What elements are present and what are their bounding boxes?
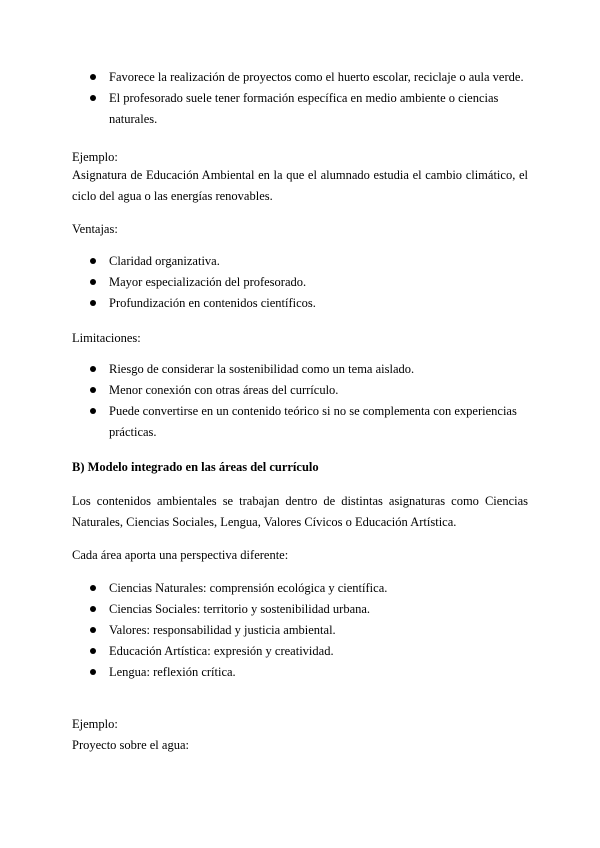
bullet-icon <box>90 627 96 633</box>
list-item <box>72 620 528 641</box>
bullet-icon <box>90 408 96 414</box>
list-item <box>72 641 528 662</box>
list-item-text: Lengua: reflexión crítica. <box>109 665 236 679</box>
bullet-icon <box>90 669 96 675</box>
list-item-text: Puede convertirse en un contenido teórico si no se complementa con experiencias prácticas. <box>109 404 517 439</box>
example-label: Ejemplo: <box>72 150 118 164</box>
bullet-icon <box>90 585 96 591</box>
list-item <box>72 67 528 88</box>
list-item <box>72 293 528 314</box>
example-text: Asignatura de Educación Ambiental en la que el alumnado estudia el cambio climático, el ciclo del agua o las energías renovables. <box>72 168 528 203</box>
list-item <box>72 88 528 130</box>
limitations-label: Limitaciones: <box>72 331 141 345</box>
list-item <box>72 662 528 683</box>
list-item-text: Riesgo de considerar la sostenibilidad como un tema aislado. <box>109 362 415 376</box>
list-item-text: Profundización en contenidos científicos. <box>109 296 316 310</box>
list-item-text: Menor conexión con otras áreas del currículo. <box>109 383 339 397</box>
bullet-icon <box>90 258 96 264</box>
list-item <box>72 380 528 401</box>
list-item <box>72 251 528 272</box>
list-item-text: Favorece la realización de proyectos como el huerto escolar, reciclaje o aula verde. <box>109 70 524 84</box>
bullet-icon <box>90 279 96 285</box>
example-label: Ejemplo: <box>72 717 118 731</box>
example-text: Proyecto sobre el agua: <box>72 738 189 752</box>
list-item-text: Claridad organizativa. <box>109 254 220 268</box>
list-item <box>72 578 528 599</box>
features-list <box>72 67 528 130</box>
areas-list <box>72 578 528 683</box>
list-item <box>72 599 528 620</box>
section-heading: B) Modelo integrado en las áreas del currículo <box>72 460 319 474</box>
list-item-text: Ciencias Sociales: territorio y sostenibilidad urbana. <box>109 602 371 616</box>
list-item-text: Mayor especialización del profesorado. <box>109 275 307 289</box>
bullet-icon <box>90 366 96 372</box>
advantages-label: Ventajas: <box>72 222 118 236</box>
bullet-icon <box>90 74 96 80</box>
section-paragraph: Los contenidos ambientales se trabajan dentro de distintas asignaturas como Ciencias Naturales, Ciencias Sociales, Lengua, Valores Cívicos o Educación Artística. <box>72 494 528 529</box>
list-item <box>72 401 528 443</box>
list-item <box>72 272 528 293</box>
bullet-icon <box>90 606 96 612</box>
list-item <box>72 359 528 380</box>
advantages-list <box>72 251 528 314</box>
bullet-icon <box>90 648 96 654</box>
limitations-list <box>72 359 528 443</box>
bullet-icon <box>90 95 96 101</box>
list-item-text: Educación Artística: expresión y creatividad. <box>109 644 334 658</box>
list-item-text: Ciencias Naturales: comprensión ecológica y científica. <box>109 581 388 595</box>
list-item-text: El profesorado suele tener formación específica en medio ambiente o ciencias naturales. <box>109 91 499 126</box>
areas-intro: Cada área aporta una perspectiva diferente: <box>72 548 289 562</box>
bullet-icon <box>90 300 96 306</box>
bullet-icon <box>90 387 96 393</box>
list-item-text: Valores: responsabilidad y justicia ambiental. <box>109 623 336 637</box>
